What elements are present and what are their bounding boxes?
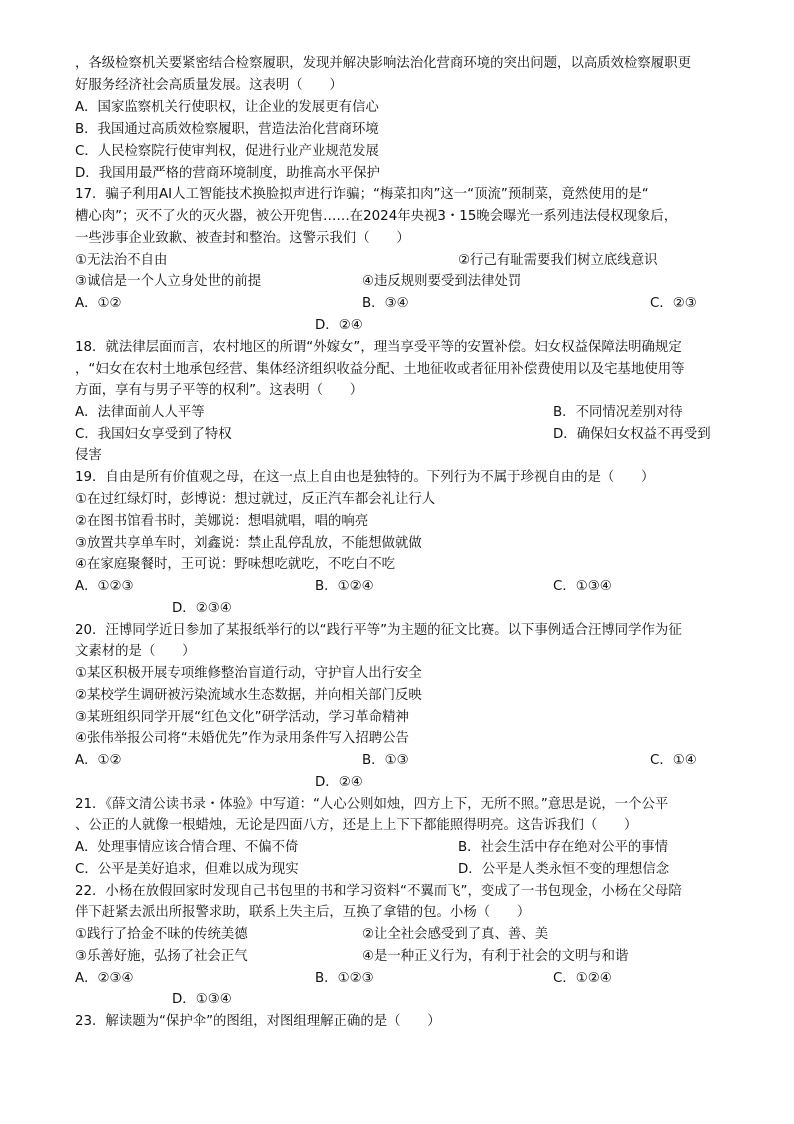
text-line: 文素材的是（ ）: [75, 644, 196, 659]
text-line: C．①④: [650, 753, 697, 768]
text-line: B．我国通过高质效检察履职，营造法治化营商环境: [75, 122, 379, 137]
text-line: C．②③: [650, 296, 697, 311]
text-line: D．我国用最严格的营商环境制度，助推高水平保护: [75, 166, 380, 181]
text-line: 、公正的人就像一根蜡烛，无论是四面八方，还是上上下下都能照得明亮。这告诉我们（ ）: [75, 818, 638, 833]
text-line: 伴下赶紧去派出所报警求助，联系上失主后，互换了拿错的包。小杨（ ）: [75, 905, 531, 920]
text-line: C．①②④: [553, 971, 612, 986]
text-line: A．①②: [75, 753, 122, 768]
text-line: 20．汪博同学近日参加了某报纸举行的以“践行平等”为主题的征文比赛。以下事例适合汪博同学作为征: [75, 623, 682, 638]
text-line: 一些涉事企业致歉、被查封和整治。这警示我们（ ）: [75, 231, 410, 246]
text-line: 好服务经济社会高质量发展。这表明（ ）: [75, 78, 343, 93]
text-line: ④是一种正义行为，有利于社会的文明与和谐: [362, 949, 629, 964]
text-line: A．法律面前人人平等: [75, 405, 205, 420]
text-line: ②让全社会感受到了真、善、美: [362, 927, 549, 942]
text-line: ②某校学生调研被污染流域水生态数据，并向相关部门反映: [75, 688, 422, 703]
text-line: B．①②③: [315, 971, 374, 986]
text-line: ③某班组织同学开展“红色文化”研学活动，学习革命精神: [75, 710, 409, 725]
text-line: ①在过红绿灯时，彭博说：想过就过，反正汽车都会礼让行人: [75, 492, 436, 507]
text-line: B．社会生活中存在绝对公平的事情: [458, 840, 669, 855]
text-line: A．处理事情应该合情合理、不偏不倚: [75, 840, 299, 855]
text-line: 22．小杨在放假回家时发现自己书包里的书和学习资料“不翼而飞”，变成了一书包现金，小杨在父母陪: [75, 884, 682, 899]
text-line: B．③④: [362, 296, 409, 311]
text-line: ②在图书馆看书时，美娜说：想唱就唱，唱的响亮: [75, 514, 369, 529]
text-line: D．公平是人类永恒不变的理想信念: [458, 862, 670, 877]
text-line: A．②③④: [75, 971, 134, 986]
text-line: B．不同情况差别对待: [553, 405, 683, 420]
text-line: D．①③④: [172, 992, 232, 1007]
text-line: A．①②③: [75, 579, 134, 594]
text-line: ③诚信是一个人立身处世的前提: [75, 274, 262, 289]
text-line: C．公平是美好追求，但难以成为现实: [75, 862, 299, 877]
text-line: A．国家监察机关行使职权，让企业的发展更有信心: [75, 100, 379, 115]
text-line: 19．自由是所有价值观之母，在这一点上自由也是独特的。下列行为不属于珍视自由的是（ ）: [75, 470, 655, 485]
text-line: ③放置共享单车时，刘鑫说：禁止乱停乱放，不能想做就做: [75, 536, 422, 551]
text-line: ④张伟举报公司将“未婚优先”作为录用条件写入招聘公告: [75, 731, 409, 746]
text-line: C．我国妇女享受到了特权: [75, 427, 232, 442]
text-line: B．①②④: [315, 579, 374, 594]
text-line: ④违反规则要受到法律处罚: [362, 274, 522, 289]
text-line: ③乐善好施，弘扬了社会正气: [75, 949, 248, 964]
text-line: C．①③④: [553, 579, 612, 594]
text-line: ①践行了拾金不昧的传统美德: [75, 927, 248, 942]
text-line: ①无法治不自由: [75, 253, 168, 268]
text-line: 17．骗子利用AI人工智能技术换脸拟声进行诈骗；“梅菜扣肉”这一“顶流”预制菜，竟然使用的是“: [75, 187, 649, 202]
text-line: 21．《薛文清公读书录・体验》中写道：“人心公则如烛，四方上下，无所不照。”意思是说，一个公平: [75, 797, 669, 812]
text-line: D．②④: [315, 318, 363, 333]
text-line: ④在家庭聚餐时，王可说：野味想吃就吃，不吃白不吃: [75, 557, 395, 572]
text-line: ，“妇女在农村土地承包经营、集体经济组织收益分配、土地征收或者征用补偿费使用以及宅基地使用等: [75, 362, 685, 377]
text-line: 方面，享有与男子平等的权利”。这表明（ ）: [75, 383, 364, 398]
text-line: D．②③④: [172, 601, 232, 616]
text-line: 槽心肉”；灭不了火的灭火器，被公开兜售……在2024年央视3・15晚会曝光一系列违法侵权现象后，: [75, 209, 678, 224]
text-line: B．①③: [362, 753, 409, 768]
text-line: C．人民检察院行使审判权，促进行业产业规范发展: [75, 144, 379, 159]
text-line: 18．就法律层面而言，农村地区的所谓“外嫁女”，理当享受平等的安置补偿。妇女权益保障法明确规定: [75, 340, 682, 355]
text-line: ，各级检察机关要紧密结合检察履职，发现并解决影响法治化营商环境的突出问题，以高质效检察履职更: [75, 56, 691, 71]
text-line: ①某区积极开展专项维修整治盲道行动，守护盲人出行安全: [75, 666, 422, 681]
text-line: D．②④: [315, 775, 363, 790]
text-line: D．确保妇女权益不再受到: [553, 427, 711, 442]
text-line: A．①②: [75, 296, 122, 311]
text-line: 23．解读题为“保护伞”的图组，对图组理解正确的是（ ）: [75, 1014, 441, 1029]
text-line: ②行己有耻需要我们树立底线意识: [458, 253, 658, 268]
text-line: 侵害: [75, 448, 102, 463]
